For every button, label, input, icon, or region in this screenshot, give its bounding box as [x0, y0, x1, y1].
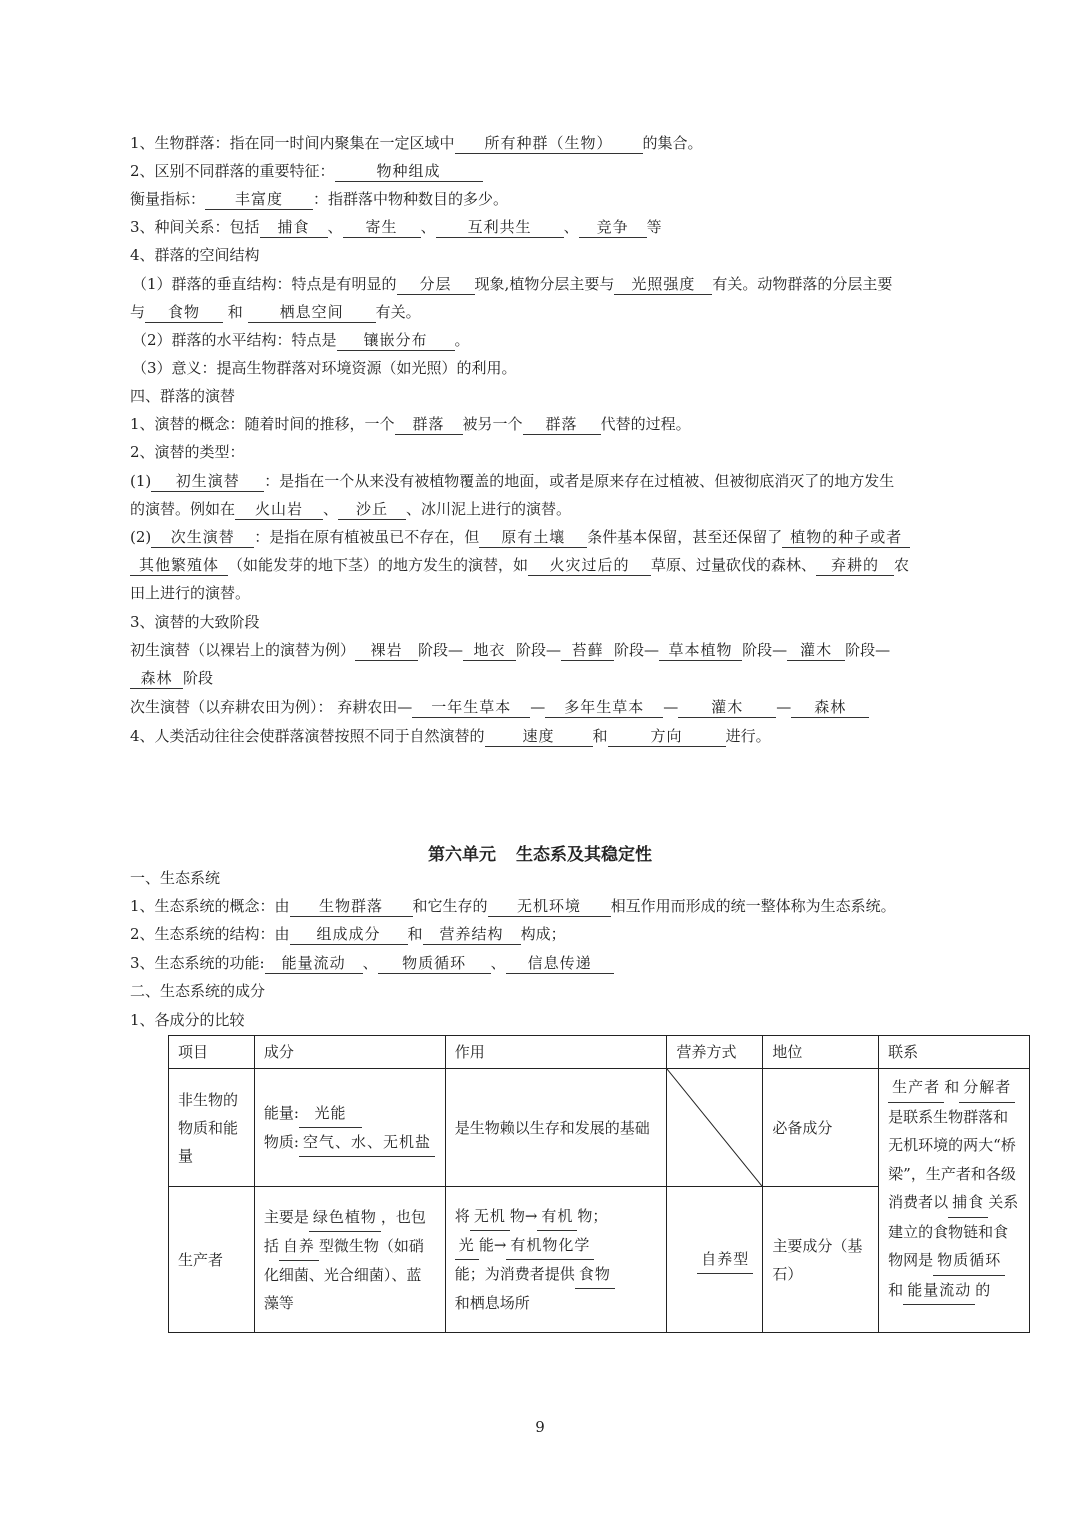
table-row-abiotic: [169, 1069, 1030, 1187]
line-spatial-structure: 4、群落的空间结构: [130, 246, 260, 264]
cell-abiotic-component: 能量: 光能 物质: 空气、水、无机盐: [254, 1069, 445, 1187]
heading-components: 二、生态系统的成分: [130, 982, 266, 1000]
line-primary-stages: 初生演替（以裸岩上的演替为例） 裸岩 阶段— 地衣 阶段— 苔藓 阶段— 草本植物 阶段— 灌木 阶段—: [130, 641, 891, 659]
line-stages-heading: 3、演替的大致阶段: [130, 613, 260, 631]
header-role: 作用: [445, 1036, 667, 1069]
line-succession-types: 2、演替的类型：: [130, 443, 245, 461]
page-number: 9: [535, 1418, 545, 1436]
line-secondary-examples-cont: 田上进行的演替。: [130, 584, 251, 602]
cell-abiotic-nutrition-empty: [667, 1069, 763, 1187]
heading-ecosystem: 一、生态系统: [130, 869, 221, 887]
line-community-feature: 2、区别不同群落的重要特征： 物种组成: [130, 161, 483, 182]
components-table: [168, 1035, 1030, 1333]
cell-link: 生产者 和 分解者是联系生物群落和无机环境的两大“桥梁”，生产者和各级消费者以 捕食 关系建立的食物链和食物网是 物质循环和 能量流动 的: [879, 1069, 1030, 1333]
cell-producer-component: 主要是 绿色植物 ，也包括 自养 型微生物（如硝化细菌、光合细菌）、蓝藻等: [254, 1187, 445, 1333]
line-horizontal-structure: （2）群落的水平结构：特点是 镶嵌分布 。: [132, 331, 470, 349]
line-secondary-examples: 其他繁殖体 （如能发芽的地下茎）的地方发生的演替，如 火灾过后的 草原、过量砍伐的森林、 弃耕的 农: [130, 555, 909, 576]
line-primary-stages-cont: 森林 阶段: [130, 668, 213, 689]
line-ecosystem-function: 3、生态系统的功能: 能量流动 、 物质循环 、 信息传递: [130, 953, 614, 974]
line-vertical-structure: （1）群落的垂直结构：特点是有明显的 分层 现象,植物分层主要与 光照强度 有关。动物群落的分层主要: [132, 275, 893, 293]
line-primary-succession: (1) 初生演替 ：是指在一个从来没有被植物覆盖的地面，或者是原来存在过植被、但被彻底消灭了的地方发生: [130, 472, 895, 490]
cell-producer-item: 生产者: [169, 1187, 255, 1333]
line-species-relations: 3、种间关系：包括 捕食 、 寄生 、 互利共生 、 竞争 等: [130, 218, 662, 236]
cell-abiotic-item: 非生物的物质和能量: [169, 1069, 255, 1187]
line-secondary-succession: (2) 次生演替 ：是指在原有植被虽已不存在，但 原有土壤 条件基本保留，甚至还保留了 植物的种子或者: [130, 527, 910, 548]
line-community-definition: 1、生物群落：指在同一时间内聚集在一定区域中 所有种群（生物） 的集合。: [130, 134, 703, 152]
header-component: 成分: [254, 1036, 445, 1069]
line-significance: （3）意义：提高生物群落对环境资源（如光照）的利用。: [132, 359, 517, 377]
line-human-activity: 4、人类活动往往会使群落演替按照不同于自然演替的 速度 和 方向 进行。: [130, 727, 771, 745]
cell-producer-status: 主要成分（基石）: [763, 1187, 879, 1333]
line-succession-heading: 四、群落的演替: [130, 387, 236, 405]
line-ecosystem-structure: 2、生态系统的结构：由 组成成分 和 营养结构 构成；: [130, 925, 566, 943]
cell-producer-role: 将 无机 物→ 有机 物； 光 能→ 有机物化学 能；为消费者提供 食物 和栖息场所: [445, 1187, 667, 1333]
header-item: 项目: [169, 1036, 255, 1069]
line-animal-layering: 与 食物 和 栖息空间 有关。: [130, 303, 421, 321]
heading-comparison: 1、各成分的比较: [130, 1011, 245, 1029]
unit-title: 第六单元 生态系及其稳定性: [428, 845, 652, 865]
cell-producer-nutrition: 自养型: [667, 1187, 763, 1333]
header-nutrition: 营养方式: [667, 1036, 763, 1069]
line-primary-examples: 的演替。例如在 火山岩 、 沙丘 、冰川泥上进行的演替。: [130, 500, 572, 518]
diagonal-line: [667, 1069, 762, 1186]
header-link: 联系: [879, 1036, 1030, 1069]
line-succession-definition: 1、演替的概念：随着时间的推移，一个 群落 被另一个 群落 代替的过程。: [130, 415, 691, 433]
cell-abiotic-role: 是生物赖以生存和发展的基础: [445, 1069, 667, 1187]
line-ecosystem-definition: 1、生态系统的概念：由 生物群落 和它生存的 无机环境 相互作用而形成的统一整体称为生态系统。: [130, 897, 896, 915]
header-status: 地位: [763, 1036, 879, 1069]
cell-abiotic-status: 必备成分: [763, 1069, 879, 1187]
line-richness: 衡量指标： 丰富度 ：指群落中物种数目的多少。: [130, 190, 509, 208]
line-secondary-stages: 次生演替（以弃耕农田为例）： 弃耕农田— 一年生草本 — 多年生草本 — 灌木 — 森林: [130, 697, 869, 718]
table-header-row: [169, 1036, 1030, 1069]
